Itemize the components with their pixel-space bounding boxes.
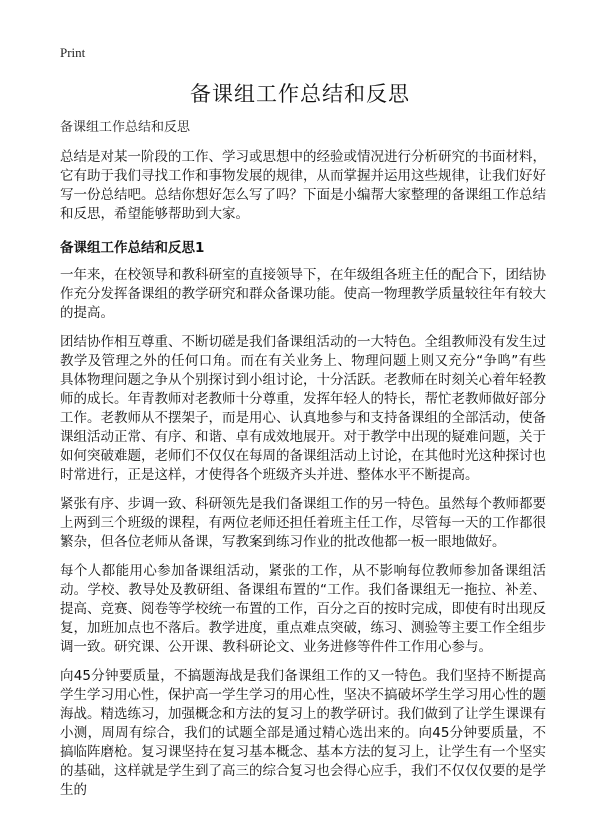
print-link[interactable]: Print — [60, 45, 86, 60]
paragraph-1: 一年来，在校领导和教科研室的直接领导下，在年级组各班主任的配合下，团结协作充分发挥备课组的教学研究和群众备课功能。使高一物理教学质量较往年有较大的提高。 — [60, 267, 546, 321]
article-subtitle: 备课组工作总结和反思 — [60, 120, 191, 135]
paragraph-4: 每个人都能用心参加备课组活动，紧张的工作，从不影响每位教师参加备课组活动。学校、教导处及教研组、备课组布置的“工作。我们备课组无一拖拉、补差、提高、竞赛、阅卷等学校统一布置的工作，百分之百的按时完成，即使有时出现反复，加班加点也不落后。教学进度，重点难点突破，练习、测验等主要工作全组步调一致。研究课、公开课、教科研论文、业务进修等件件工作用心参与。 — [60, 563, 546, 655]
article-body — [60, 118, 546, 810]
paragraph-2: 团结协作相互尊重、不断切磋是我们备课组活动的一大特色。全组教师没有发生过教学及管理之外的任何口角。而在有关业务上、物理问题上则又充分“争鸣”有些具体物理问题之争从个别探讨到小组讨论，十分活跃。老教师在时刻关心着年轻教师的成长。年青教师对老教师十分尊重，发挥年轻人的特长，帮忙老教师做好部分工作。老教师从不摆架子，而是用心、认真地参与和支持备课组的全部活动，使备课组活动正常、有序、和谐、卓有成效地展开。对于教学中出现的疑难问题，关于如何突破难题，老师们不仅仅在每周的备课组活动上讨论，在其他时光这种探讨也时常进行，正是这样，才使得各个班级齐头并进、整体水平不断提高。 — [60, 334, 546, 483]
paragraph-5: 向45分钟要质量，不搞题海战是我们备课组工作的又一特色。我们坚持不断提高学生学习用心性，保护高一学生学习的用心性，坚决不搞破坏学生学习用心性的题海战。精选练习，加强概念和方法的复习上的教学研讨。我们做到了让学生课课有小测，周周有综合，我们的试题全部是通过精心选出来的。向45分钟要质量，不搞临阵磨枪。复习课坚持在复习基本概念、基本方法的复习上，让学生有一个坚实的基础，这样就是学生到了高三的综合复习也会得心应手，我们不仅仅仅要的是学生的 — [60, 668, 546, 798]
section-heading: 备课组工作总结和反思1 — [60, 240, 205, 256]
paragraph-3: 紧张有序、步调一致、科研领先是我们备课组工作的另一特色。虽然每个教师都要上两到三个班级的课程，有两位老师还担任着班主任工作，尽管每一天的工作都很繁杂，但各位老师从备课，写教案到练习作业的批改他都一板一眼地做好。 — [60, 496, 546, 550]
page-title: 备课组工作总结和反思 — [190, 82, 410, 106]
intro-paragraph: 总结是对某一阶段的工作、学习或思想中的经验或情况进行分析研究的书面材料，它有助于我们寻找工作和事物发展的规律，从而掌握并运用这些规律，让我们好好写一份总结吧。总结你想好怎么写了吗？下面是小编帮大家整理的备课组工作总结和反思，希望能够帮助到大家。 — [60, 149, 546, 222]
